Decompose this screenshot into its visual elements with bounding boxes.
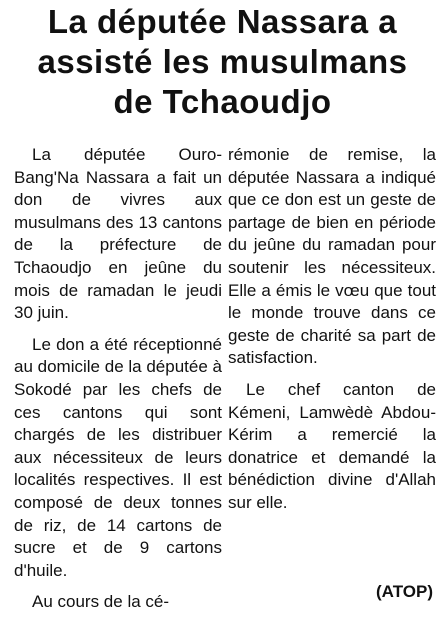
paragraph-2: Le don a été réceptionné au domicile de la députée à Sokodé par les chefs de ces cantons qui sont chargés de les distribuer aux nécessiteux de leurs localités respectives. Il est composé de deux tonnes de riz, de 14 cartons de sucre et de 9 cartons d'huile. — [14, 334, 222, 580]
headline — [0, 2, 445, 122]
paragraph-1: La députée Ouro-Bang'Na Nassara a fait un don de vivres aux musulmans des 13 cantons de la préfecture de Tchaoudjo en jeûne du mois de ramadan le jeudi 30 juin. — [14, 145, 222, 323]
headline-line-3: de Tchaoudjo — [113, 83, 332, 120]
paragraph-4: Le chef canton de Kémeni, Lamwèdè Abdou-Kérim a remercié la donatrice et demandé la bénédiction divine d'Allah sur elle. — [228, 379, 436, 512]
headline-line-2: assisté les musulmans — [37, 43, 408, 80]
paragraph-3-start: Au cours de la cé- — [32, 592, 170, 612]
headline-line-1: La députée Nassara a — [47, 3, 398, 40]
paragraph-3-continued: rémonie de remise, la députée Nassara a indiqué que ce don est un geste de partage de bien en période du jeûne du ramadan pour soutenir les nécessiteux. Elle a émis le vœu que tout le monde trouve dans ce geste de charité sa part de satisfaction. — [228, 145, 436, 368]
agency-credit: (ATOP) — [376, 582, 433, 601]
article-column-right — [228, 144, 436, 524]
article-column-left — [14, 144, 222, 623]
